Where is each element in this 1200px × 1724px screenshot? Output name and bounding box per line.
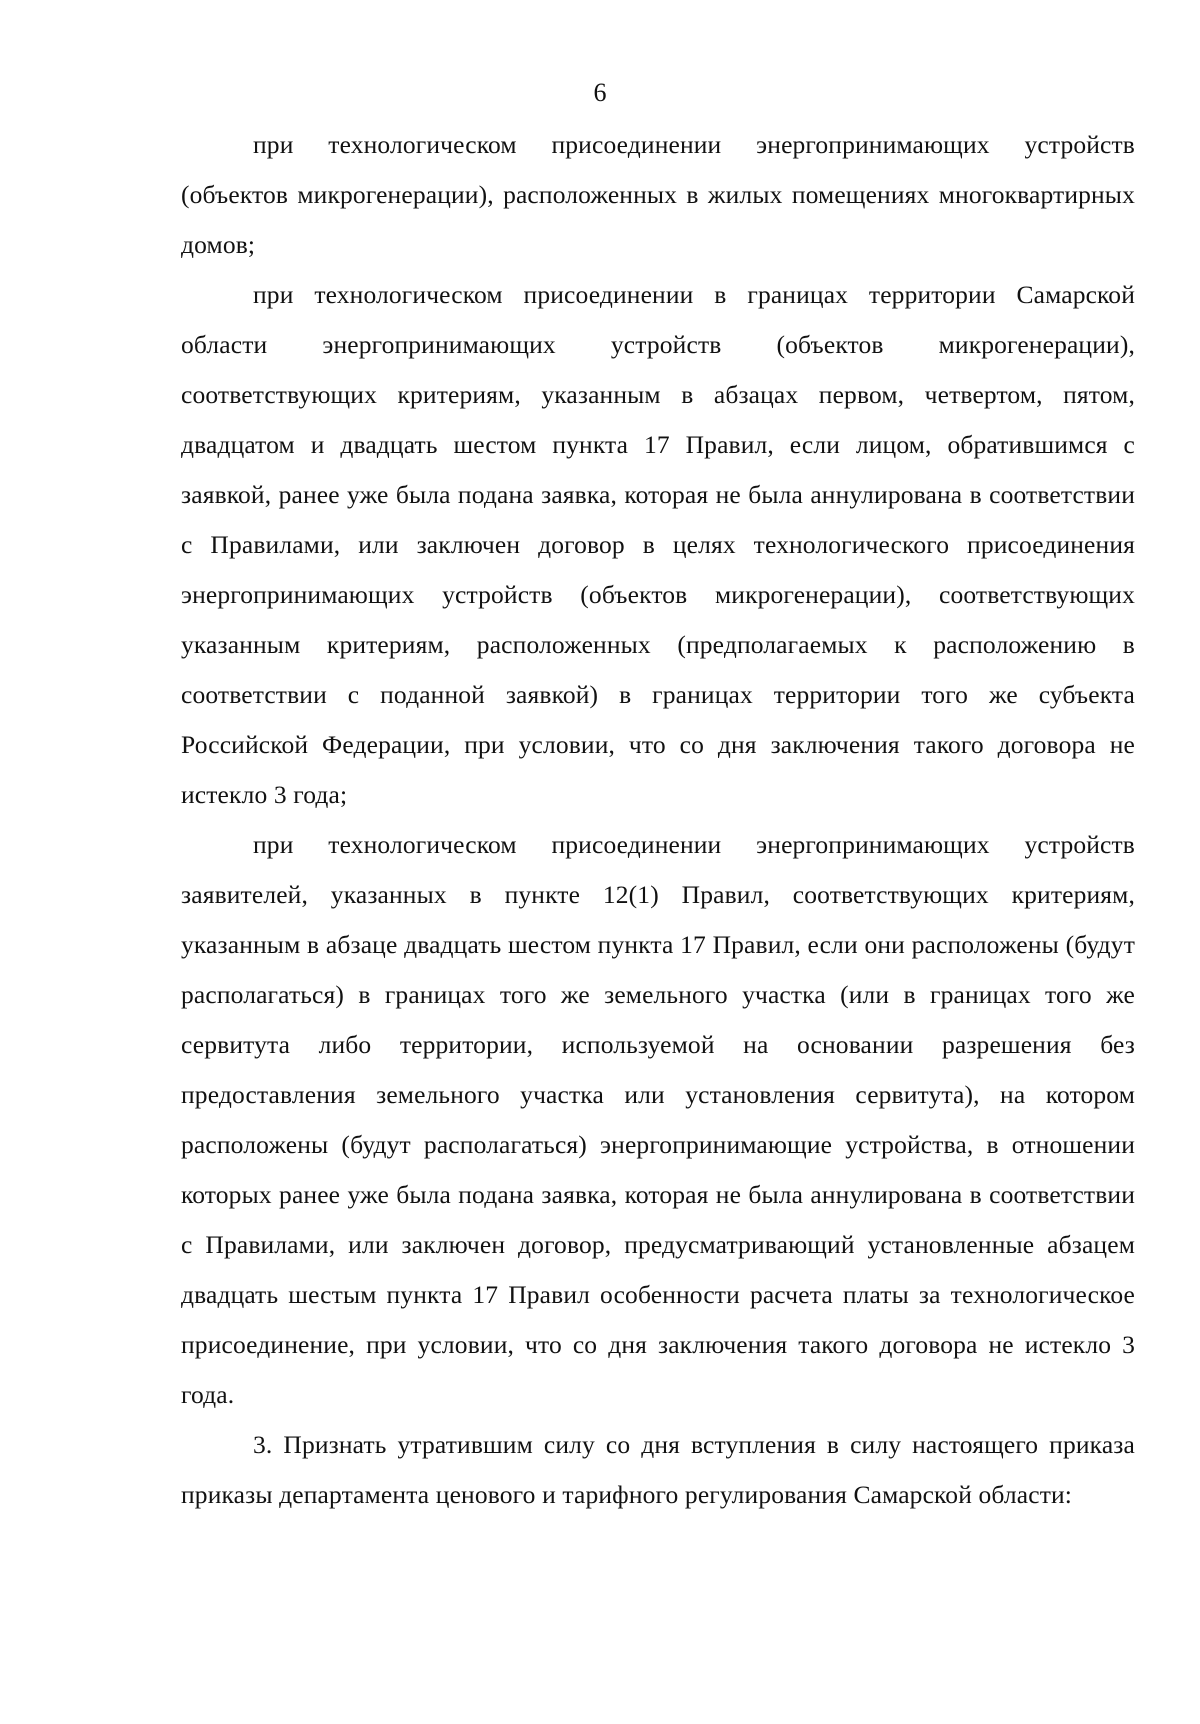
paragraph-microgeneration-apartments: при технологическом присоединении энергопринимающих устройств (объектов микрогенерации), расположенных в жилых помещениях многоквартирных домов; bbox=[181, 130, 1135, 259]
page-number: 6 bbox=[593, 78, 607, 107]
paragraph-applicants-12-1: при технологическом присоединении энергопринимающих устройств заявителей, указанных в пункте 12(1) Правил, соответствующих критериям, указанным в абзаце двадцать шестом пункта 17 Правил, если они расположены (будут располагаться) в границах того же земельного участка (или в границах того же сервитута либо территории, используемой на основании разрешения без предоставления земельного участка или установления сервитута), на котором расположены (будут располагаться) энергопринимающие устройства, в отношении которых ранее уже была подана заявка, которая не была аннулирована в соответствии с Правилами, или заключен договор, предусматривающий установленные абзацем двадцать шестым пункта 17 Правил особенности расчета платы за технологическое присоединение, при условии, что со дня заключения такого договора не истекло 3 года. bbox=[181, 830, 1135, 1409]
document-body bbox=[181, 120, 1135, 1520]
paragraph-item-3: 3. Признать утратившим силу со дня вступления в силу настоящего приказа приказы департамента ценового и тарифного регулирования Самарской области: bbox=[181, 1430, 1135, 1509]
paragraph-samara-territory: при технологическом присоединении в границах территории Самарской области энергопринимающих устройств (объектов микрогенерации), соответствующих критериям, указанным в абзацах первом, четвертом, пятом, двадцатом и двадцать шестом пункта 17 Правил, если лицом, обратившимся с заявкой, ранее уже была подана заявка, которая не была аннулирована в соответствии с Правилами, или заключен договор в целях технологического присоединения энергопринимающих устройств (объектов микрогенерации), соответствующих указанным критериям, расположенных (предполагаемых к расположению в соответствии с поданной заявкой) в границах территории того же субъекта Российской Федерации, при условии, что со дня заключения такого договора не истекло 3 года; bbox=[181, 280, 1135, 809]
